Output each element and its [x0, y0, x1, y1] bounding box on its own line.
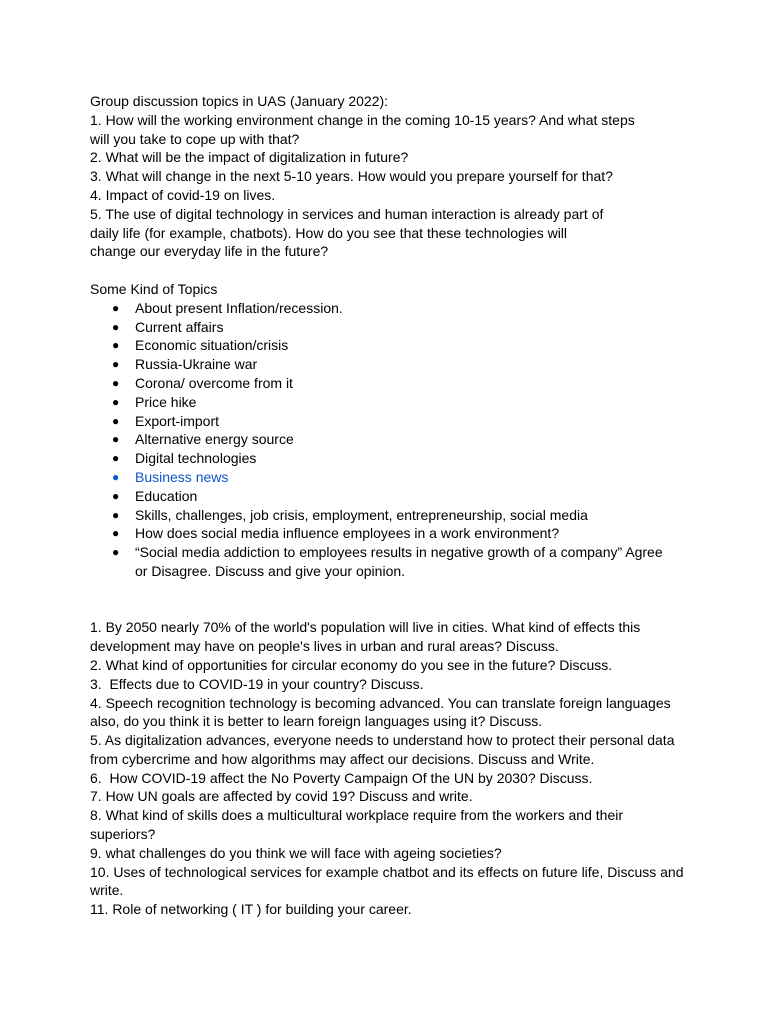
section-heading-topics: Some Kind of Topics	[90, 280, 218, 297]
bullet-icon: ●	[112, 394, 120, 409]
text-line: daily life (for example, chatbots). How do you see that these technologies will	[90, 224, 568, 241]
text-line: 5. As digitalization advances, everyone needs to understand how to protect their personal data	[90, 732, 675, 749]
list-item: ● About present Inflation/recession.	[112, 299, 343, 316]
bullet-icon: ●	[112, 319, 120, 334]
bullet-icon: ●	[112, 469, 120, 484]
list-item-business-news-link[interactable]	[90, 468, 690, 487]
spacer	[90, 581, 690, 619]
list-item: ● Skills, challenges, job crisis, employment, entrepreneurship, social media	[112, 506, 588, 523]
spacer	[90, 261, 690, 280]
bullet-icon: ●	[112, 451, 120, 466]
list-item: ● Export-import	[112, 412, 220, 429]
bullet-icon: ●	[112, 488, 120, 503]
document-page	[90, 92, 690, 919]
list-item: ● Corona/ overcome from it	[112, 374, 293, 391]
list-item: ● Price hike	[112, 393, 197, 410]
text-line: 3. What will change in the next 5-10 years. How would you prepare yourself for that?	[90, 168, 613, 185]
text-line: 2. What will be the impact of digitalization in future?	[90, 149, 409, 166]
bullet-icon: ●	[112, 338, 120, 353]
list-item: ● Russia-Ukraine war	[112, 356, 258, 373]
bullet-icon: ●	[112, 375, 120, 390]
bullet-icon: ●	[112, 507, 120, 522]
list-item: ● Digital technologies	[112, 450, 257, 467]
text-line: change our everyday life in the future?	[90, 243, 329, 260]
bullet-icon: ●	[112, 432, 120, 447]
text-line: write.	[90, 882, 124, 899]
text-line: from cybercrime and how algorithms may affect our decisions. Discuss and Write.	[90, 750, 595, 767]
text-line: 4. Impact of covid-19 on lives.	[90, 186, 276, 203]
text-line: also, do you think it is better to learn foreign languages using it? Discuss.	[90, 713, 543, 730]
bullet-icon: ●	[112, 413, 120, 428]
text-line: 3. Effects due to COVID-19 in your country? Discuss.	[90, 675, 424, 692]
text-line: 1. By 2050 nearly 70% of the world's population will live in cities. What kind of effects this	[90, 619, 641, 636]
topics-list	[90, 299, 690, 581]
text-line: superiors?	[90, 826, 156, 843]
list-item: ● Education	[112, 487, 198, 504]
list-item: ● Alternative energy source	[112, 431, 294, 448]
text-line: development may have on people's lives in urban and rural areas? Discuss.	[90, 638, 559, 655]
list-item: ● “Social media addiction to employees results in negative growth of a company” Agree or Disagree. Discuss and give your opinion.	[112, 544, 663, 579]
text-line: 8. What kind of skills does a multicultural workplace require from the workers and their	[90, 807, 623, 824]
text-line: 5. The use of digital technology in services and human interaction is already part of	[90, 205, 604, 222]
text-line: 1. How will the working environment change in the coming 10-15 years? And what steps	[90, 111, 635, 128]
text-line: 2. What kind of opportunities for circular economy do you see in the future? Discuss.	[90, 656, 613, 673]
text-line: 11. Role of networking ( IT ) for building your career.	[90, 901, 412, 918]
list-item: ● Current affairs	[112, 318, 224, 335]
text-line: 4. Speech recognition technology is becoming advanced. You can translate foreign languages	[90, 694, 671, 711]
section-heading-uas: Group discussion topics in UAS (January 2022):	[90, 93, 389, 109]
list-item: ● Economic situation/crisis	[112, 337, 289, 354]
business-news-link[interactable]: Business news	[135, 468, 229, 485]
list-item: ● How does social media influence employees in a work environment?	[112, 525, 560, 542]
text-line: 9. what challenges do you think we will face with ageing societies?	[90, 844, 502, 861]
bullet-icon: ●	[112, 300, 120, 315]
text-line: 10. Uses of technological services for example chatbot and its effects on future life, Discuss and	[90, 863, 684, 880]
text-line: will you take to cope up with that?	[90, 130, 300, 147]
bullet-icon: ●	[112, 357, 120, 372]
bullet-icon: ●	[112, 526, 120, 541]
text-line: 6. How COVID-19 affect the No Poverty Campaign Of the UN by 2030? Discuss.	[90, 769, 593, 786]
bullet-icon: ●	[112, 545, 120, 560]
text-line: 7. How UN goals are affected by covid 19? Discuss and write.	[90, 788, 473, 805]
